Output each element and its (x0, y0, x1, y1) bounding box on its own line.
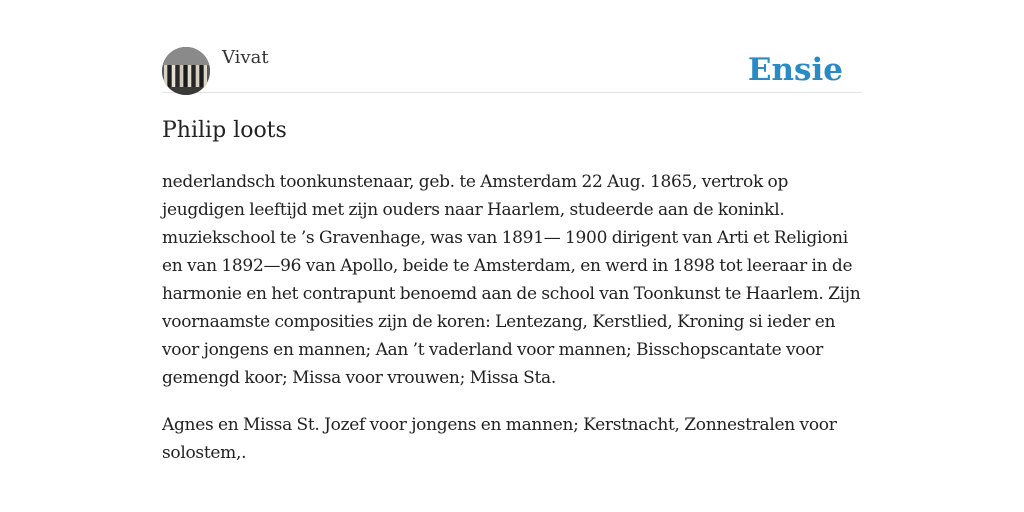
source-avatar[interactable] (162, 47, 210, 95)
page-header (162, 46, 862, 93)
source-name[interactable]: Vivat (222, 47, 269, 68)
book-spines-icon (162, 47, 210, 95)
article-paragraph: nederlandsch toonkunstenaar, geb. te Amsterdam 22 Aug. 1865, vertrok op jeugdigen leeftijd met zijn ouders naar Haarlem, studeerde aan de koninkl. muziekschool te ’s Gravenhage, was van 1891— 1900 dirigent van Arti et Religioni en van 1892—96 van Apollo, beide te Amsterdam, en werd in 1898 tot leeraar in de harmonie en het contrapunt benoemd aan de school van Toonkunst te Haarlem. Zijn voornaamste composities zijn de koren: Lentezang, Kerstlied, Kroning si ieder en voor jongens en mannen; Aan ’t vaderland voor mannen; Bisschopscantate voor gemengd koor; Missa voor vrouwen; Missa Sta. (162, 172, 861, 388)
article-body (162, 168, 862, 486)
article-paragraph: Agnes en Missa St. Jozef voor jongens en mannen; Kerstnacht, Zonnestralen voor solostem,. (162, 415, 837, 463)
brand-logo[interactable]: Ensie (747, 52, 843, 88)
article-title: Philip loots (162, 118, 287, 143)
